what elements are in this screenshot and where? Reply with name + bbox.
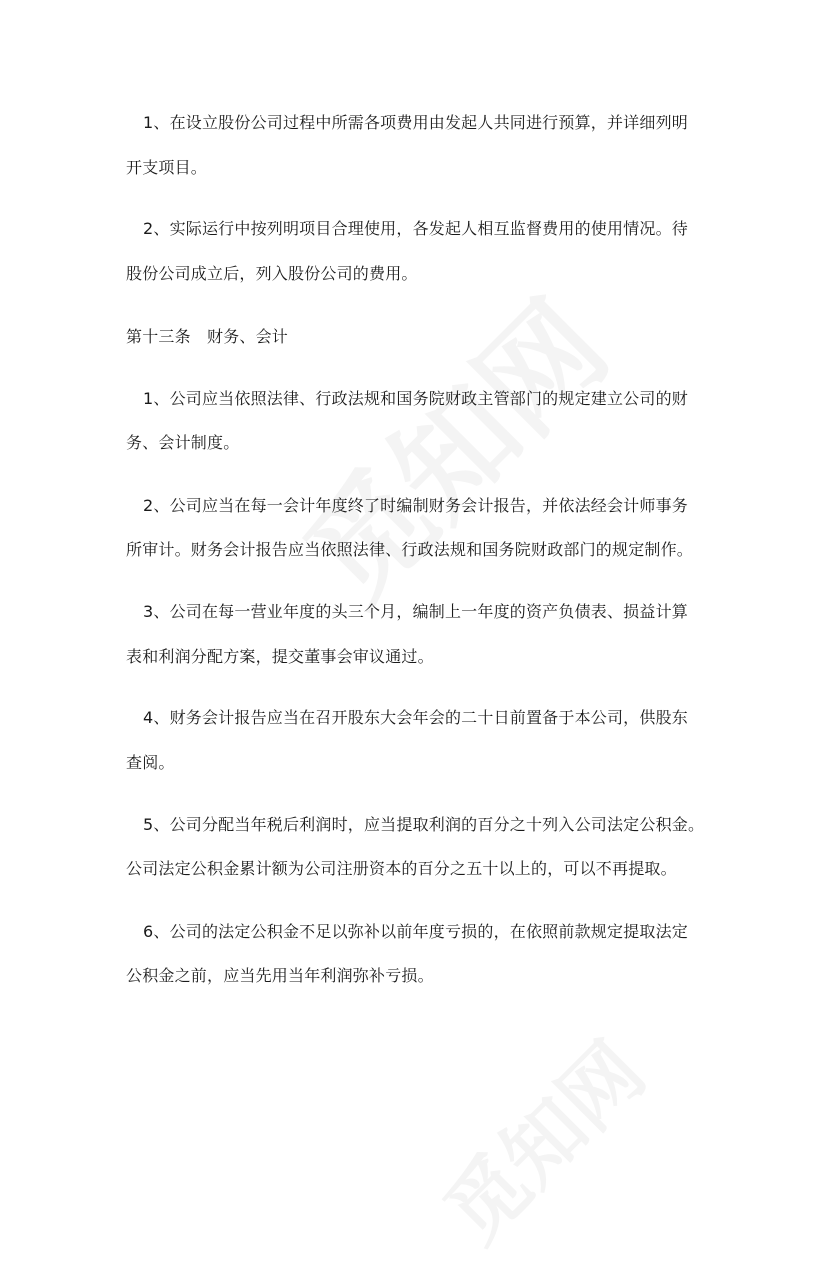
para1-line1: 1、在设立股份公司过程中所需各项费用由发起人共同进行预算，并详细列明: [143, 113, 688, 132]
watermark-bottom: [414, 1012, 665, 1263]
item1-line2: 务、会计制度。: [126, 433, 240, 452]
item3-line1: 3、公司在每一营业年度的头三个月，编制上一年度的资产负债表、损益计算: [143, 602, 688, 621]
para1-line2: 开支项目。: [126, 158, 208, 177]
item4-line1: 4、财务会计报告应当在召开股东大会年会的二十日前置备于本公司，供股东: [143, 708, 688, 727]
para2-line1: 2、实际运行中按列明项目合理使用，各发起人相互监督费用的使用情况。待: [143, 219, 688, 238]
item6-line1: 6、公司的法定公积金不足以弥补以前年度亏损的，在依照前款规定提取法定: [143, 922, 688, 941]
para2-line2: 股份公司成立后，列入股份公司的费用。: [126, 264, 418, 283]
item5-line2: 公司法定公积金累计额为公司注册资本的百分之五十以上的，可以不再提取。: [126, 859, 677, 878]
item3-line2: 表和利润分配方案，提交董事会审议通过。: [126, 647, 434, 666]
item1-line1: 1、公司应当依照法律、行政法规和国务院财政主管部门的规定建立公司的财: [143, 389, 688, 408]
item5-line1: 5、公司分配当年税后利润时，应当提取利润的百分之十列入公司法定公积金。: [143, 815, 705, 834]
item2-line1: 2、公司应当在每一会计年度终了时编制财务会计报告，并依法经会计师事务: [143, 496, 688, 515]
watermark: [262, 258, 638, 634]
item4-line2: 查阅。: [126, 753, 175, 772]
item2-line2: 所审计。财务会计报告应当依照法律、行政法规和国务院财政部门的规定制作。: [126, 540, 694, 559]
item6-line2: 公积金之前，应当先用当年利润弥补亏损。: [126, 966, 434, 985]
section-title: 第十三条 财务、会计: [126, 327, 289, 346]
